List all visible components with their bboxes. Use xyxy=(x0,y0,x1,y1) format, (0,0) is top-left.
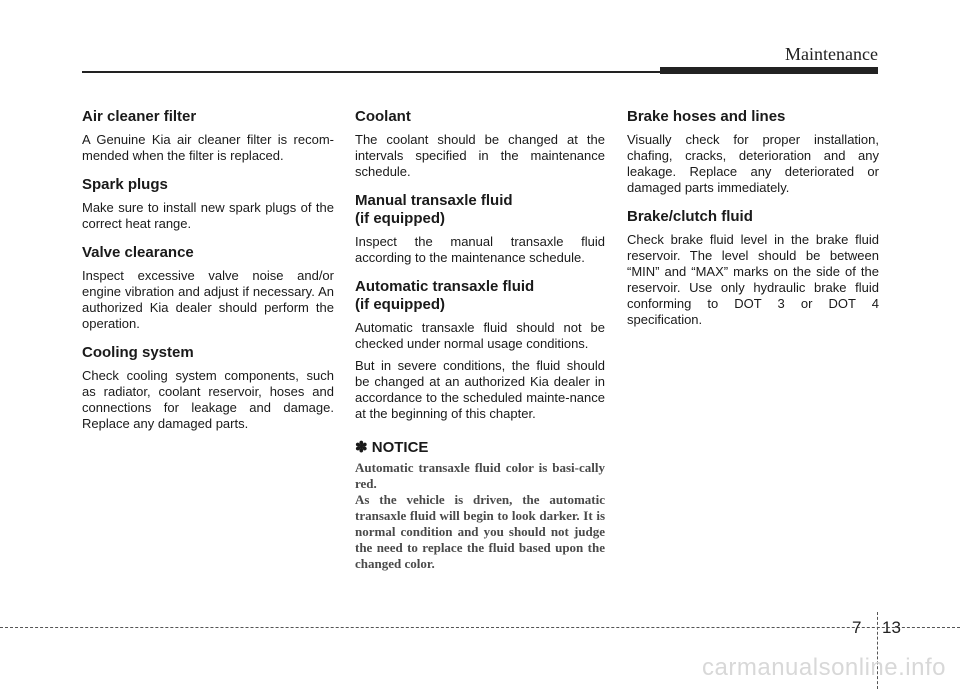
section-heading: Brake hoses and lines xyxy=(627,108,786,125)
watermark: carmanualsonline.info xyxy=(702,654,946,681)
section-coolant xyxy=(355,108,605,180)
section-heading: Automatic transaxle fluid (if equipped) xyxy=(355,278,535,313)
section-heading: Air cleaner filter xyxy=(82,108,197,125)
section-text: Automatic transaxle fluid should not be checked under normal usage conditions. xyxy=(355,320,605,351)
section-text: Inspect the manual transaxle fluid according to the maintenance schedule. xyxy=(355,234,605,265)
section-text: But in severe conditions, the fluid should be changed at an authorized Kia dealer in accordance to the scheduled mainte-nance at the beginning of this chapter. xyxy=(355,358,605,421)
notice-box xyxy=(355,438,605,572)
header-rule-thin xyxy=(82,71,682,73)
footer-rule xyxy=(0,627,960,628)
section-text: Make sure to install new spark plugs of the correct heat range. xyxy=(82,200,334,231)
section-text: Inspect excessive valve noise and/or engine vibration and adjust if necessary. An authorized Kia dealer should perform the operation. xyxy=(82,268,334,331)
notice-title: NOTICE xyxy=(371,439,429,456)
column-2 xyxy=(355,108,605,572)
section-cooling-system xyxy=(82,344,334,432)
column-1 xyxy=(82,108,334,444)
section-text: Check brake fluid level in the brake fluid reservoir. The level should be between “MIN” and “MAX” marks on the side of the reservoir. Use only hydraulic brake fluid conforming to DOT 3 or DOT 4 specification. xyxy=(627,232,879,327)
section-heading: Coolant xyxy=(355,108,411,125)
page-number: 13 xyxy=(882,618,901,637)
section-air-cleaner-filter xyxy=(82,108,334,164)
header-rule-thick xyxy=(660,67,878,74)
section-text: The coolant should be changed at the intervals specified in the maintenance schedule. xyxy=(355,132,605,179)
section-heading: Spark plugs xyxy=(82,176,168,193)
notice-text: Automatic transaxle fluid color is basi-cally red. As the vehicle is driven, the automatic transaxle fluid will begin to look darker. It is normal condition and you should not judge the need to replace the fluid based upon the changed color. xyxy=(355,460,605,571)
notice-heading xyxy=(355,438,605,456)
section-heading: Valve clearance xyxy=(82,244,194,261)
section-heading: Manual transaxle fluid (if equipped) xyxy=(355,192,513,227)
section-text: A Genuine Kia air cleaner filter is recom-mended when the filter is replaced. xyxy=(82,132,334,163)
section-heading: Cooling system xyxy=(82,344,194,361)
section-spark-plugs xyxy=(82,176,334,232)
page-header-title: Maintenance xyxy=(785,44,878,64)
section-valve-clearance xyxy=(82,244,334,332)
section-brake-hoses-and-lines xyxy=(627,108,879,196)
section-brake-clutch-fluid xyxy=(627,208,879,328)
column-3 xyxy=(627,108,879,340)
section-heading: Brake/clutch fluid xyxy=(627,208,753,225)
section-automatic-transaxle-fluid xyxy=(355,278,605,422)
chapter-number: 7 xyxy=(852,618,862,637)
section-manual-transaxle-fluid xyxy=(355,192,605,266)
section-text: Check cooling system components, such as radiator, coolant reservoir, hoses and connections for leakage and damage. Replace any damaged parts. xyxy=(82,368,334,431)
notice-star-icon: ✽ xyxy=(355,439,368,456)
section-text: Visually check for proper installation, chafing, cracks, deterioration and any leakage. Replace any deteriorated or damaged parts immediately. xyxy=(627,132,879,195)
